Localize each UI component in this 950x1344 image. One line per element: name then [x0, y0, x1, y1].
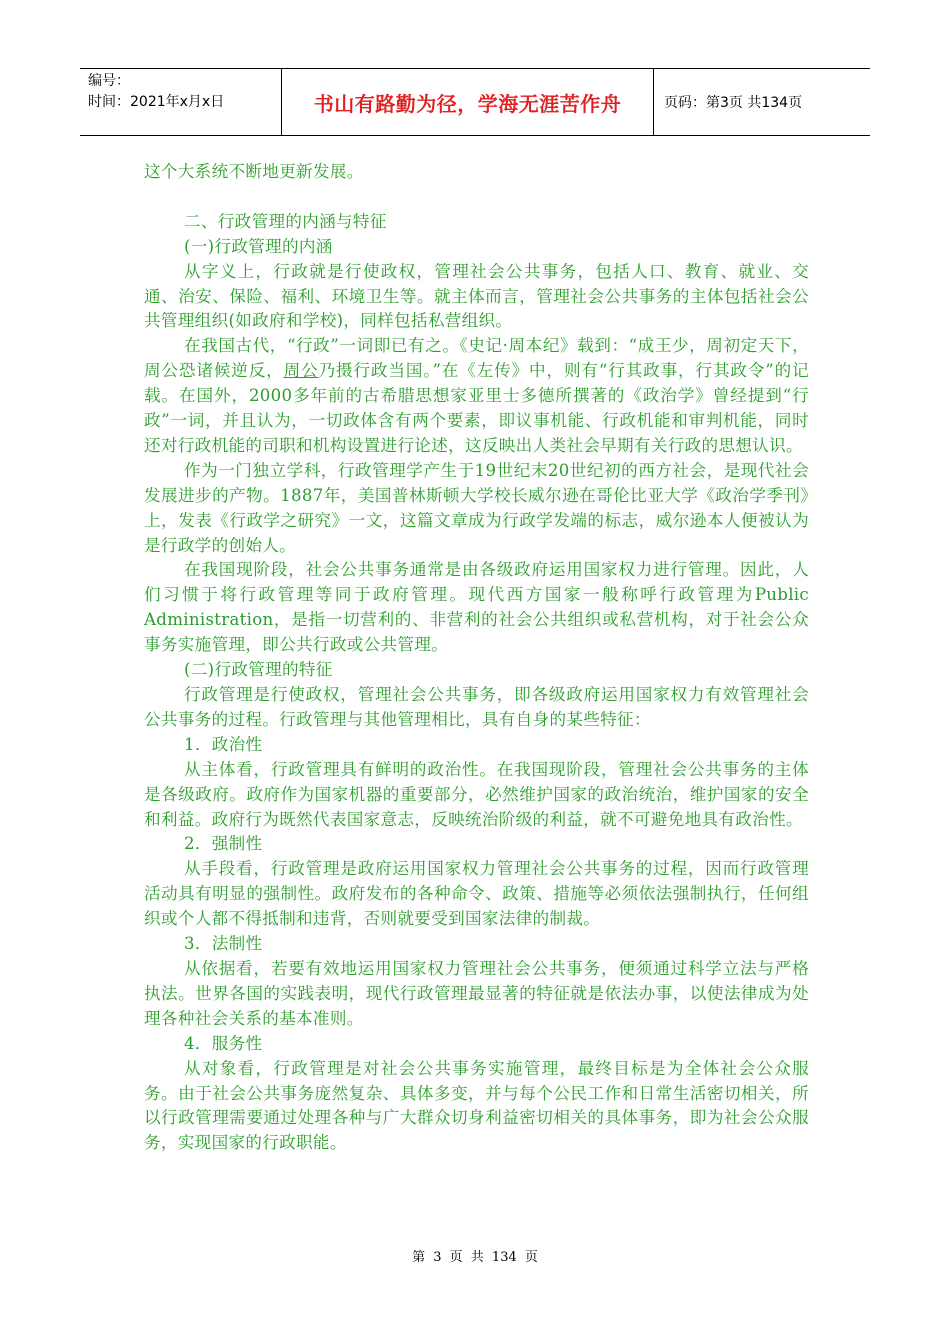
document-body — [144, 160, 809, 1156]
subsection-heading: (一)行政管理的内涵 — [184, 236, 333, 256]
page-footer: 第 3 页 共 134 页 — [412, 1250, 538, 1265]
paragraph — [144, 334, 809, 459]
item-heading: 3．法制性 — [184, 934, 263, 954]
item-heading: 4．服务性 — [184, 1033, 263, 1053]
section-heading: 二、行政管理的内涵与特征 — [184, 211, 387, 231]
paragraph: 作为一门独立学科，行政管理学产生于19世纪末20世纪初的西方社会，是现代社会发展进步的产物。1887年，美国普林斯顿大学校长威尔逊在哥伦比亚大学《政治学季刊》上，发表《行政学之研究》一文，这篇文章成为行政学发端的标志，威尔逊本人便被认为是行政学的创始人。 — [144, 460, 809, 555]
underlined-term: 周公 — [283, 361, 319, 381]
header-meta — [80, 69, 282, 135]
subsection-heading: (二)行政管理的特征 — [184, 660, 333, 680]
paragraph: 这个大系统不断地更新发展。 — [144, 162, 364, 181]
paragraph: 从依据看，若要有效地运用国家权力管理社会公共事务，便须通过科学立法与严格执法。世界各国的实践表明，现代行政管理最显著的特征就是依法办事，以使法律成为处理各种社会关系的基本准则。 — [144, 958, 809, 1028]
item-heading: 2．强制性 — [184, 834, 263, 854]
paragraph: 从主体看，行政管理具有鲜明的政治性。在我国现阶段，管理社会公共事务的主体是各级政府。政府作为国家机器的重要部分，必然维护国家的政治统治，维护国家的安全和利益。政府行为既然代表国家意志，反映统治阶级的利益，就不可避免地具有政治性。 — [144, 759, 809, 829]
paragraph: 从手段看，行政管理是政府运用国家权力管理社会公共事务的过程，因而行政管理活动具有明显的强制性。政府发布的各种命令、政策、措施等必须依法强制执行，任何组织或个人都不得抵制和违背，否则就要受到国家法律的制裁。 — [144, 859, 809, 929]
paragraph: 在我国现阶段，社会公共事务通常是由各级政府运用国家权力进行管理。因此，人们习惯于将行政管理等同于政府管理。现代西方国家一般称呼行政管理为Public Administration，是指一切营利的、非营利的社会公共组织或私营机构，对于社会公众事务实施管理，即公共行政或公共管理。 — [144, 560, 809, 655]
time-label: 时间：2021年x月x日 — [88, 94, 225, 110]
paragraph: 从对象看，行政管理是对社会公共事务实施管理，最终目标是为全体社会公众服务。由于社会公共事务庞然复杂、具体多变，并与每个公民工作和日常生活密切相关，所以行政管理需要通过处理各种与广大群众切身利益密切相关的具体事务，即为社会公众服务，实现国家的行政职能。 — [144, 1058, 809, 1153]
header-motto: 书山有路勤为径，学海无涯苦作舟 — [282, 69, 654, 135]
item-heading: 1．政治性 — [184, 734, 263, 754]
page-header — [80, 68, 870, 136]
header-page-info: 页码：第3页 共134页 — [664, 95, 803, 111]
paragraph: 行政管理是行使政权，管理社会公共事务，即各级政府运用国家权力有效管理社会公共事务的过程。行政管理与其他管理相比，具有自身的某些特征： — [144, 685, 809, 729]
paragraph: 从字义上，行政就是行使政权，管理社会公共事务，包括人口、教育、就业、交通、治安、保险、福利、环境卫生等。就主体而言，管理社会公共事务的主体包括社会公共管理组织(如政府和学校)，同样包括私营组织。 — [144, 261, 809, 331]
number-label: 编号： — [88, 73, 130, 89]
paragraph-text: 在我国古代，“行政”一词即已有之。《史记·周本纪》载到：“成王少，周初定天下，周公恐诸候逆反， — [144, 336, 809, 381]
paragraph-text: 乃摄行政当国。”在《左传》中，则有“行其政事，行其政令”的记载。在国外，2000多年前的古希腊思想家亚里士多德所撰著的《政治学》曾经提到“行政”一词，并且认为，一切政体含有两个要素，即议事机能、行政机能和审判机能，同时还对行政机能的司职和机构设置进行论述，这反映出人类社会早期有关行政的思想认识。 — [144, 361, 809, 455]
